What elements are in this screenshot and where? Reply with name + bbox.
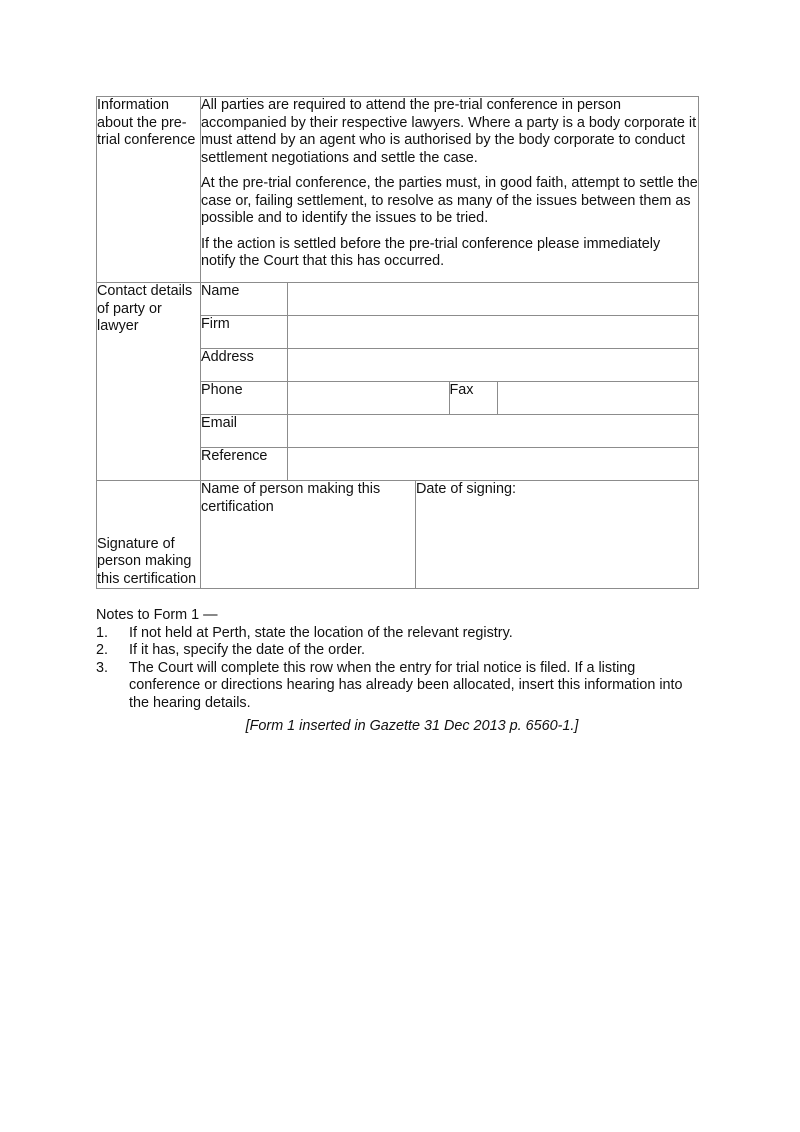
email-label: Email: [201, 415, 287, 448]
firm-field[interactable]: [287, 316, 698, 349]
note-item: [96, 660, 698, 713]
signature-label: Signature of person making this certification: [97, 481, 201, 589]
info-paragraph-1: All parties are required to attend the pre-trial conference in person accompanied by their respective lawyers. Where a party is a body corporate it must attend by an agent who is authorised by the body corporate to conduct settlement negotiations and settle the case.: [201, 97, 697, 166]
info-content: [201, 97, 699, 283]
contact-fields-table: [201, 283, 698, 480]
info-label: Information about the pre-trial conference: [97, 97, 201, 283]
address-field[interactable]: [287, 349, 698, 382]
notes-list: [96, 625, 698, 713]
reference-field[interactable]: [287, 448, 698, 481]
signature-row: [97, 481, 699, 589]
phone-field[interactable]: [287, 382, 449, 415]
info-row: [97, 97, 699, 283]
fax-field[interactable]: [497, 382, 698, 415]
name-label: Name: [201, 283, 287, 316]
note-text: If not held at Perth, state the location of the relevant registry.: [129, 624, 513, 641]
signature-name-field[interactable]: Name of person making this certification: [201, 481, 416, 589]
note-item: [96, 625, 698, 643]
signature-date-field[interactable]: Date of signing:: [416, 481, 699, 589]
contact-label: Contact details of party or lawyer: [97, 283, 201, 481]
note-text: If it has, specify the date of the order.: [129, 642, 365, 658]
contact-row: [97, 283, 699, 481]
fax-label: Fax: [449, 382, 497, 415]
contact-fields: [201, 283, 699, 481]
note-text: The Court will complete this row when the entry for trial notice is filed. If a listing conference or directions hearing has already been allocated, insert this information into the hearing details.: [129, 659, 683, 711]
phone-label: Phone: [201, 382, 287, 415]
note-item: [96, 642, 698, 660]
info-paragraph-2: At the pre-trial conference, the parties must, in good faith, attempt to settle the case or, failing settlement, to resolve as many of the issues between them as possible and to identify the issues to be tried.: [201, 175, 698, 226]
firm-label: Firm: [201, 316, 287, 349]
name-field[interactable]: [287, 283, 698, 316]
form-page: [96, 96, 698, 750]
notes-heading: Notes to Form 1 —: [96, 607, 218, 623]
info-paragraph-3: If the action is settled before the pre-trial conference please immediately notify the Court that this has occurred.: [201, 235, 661, 269]
note-number: 3.: [96, 659, 109, 676]
email-field[interactable]: [287, 415, 698, 448]
reference-label: Reference: [201, 448, 287, 481]
form-table: [96, 96, 699, 589]
note-number: 1.: [96, 624, 109, 641]
gazette-citation: [Form 1 inserted in Gazette 31 Dec 2013 p. 6560-1.]: [245, 718, 579, 734]
form-notes: [96, 607, 698, 736]
address-label: Address: [201, 349, 287, 382]
note-number: 2.: [96, 642, 109, 658]
